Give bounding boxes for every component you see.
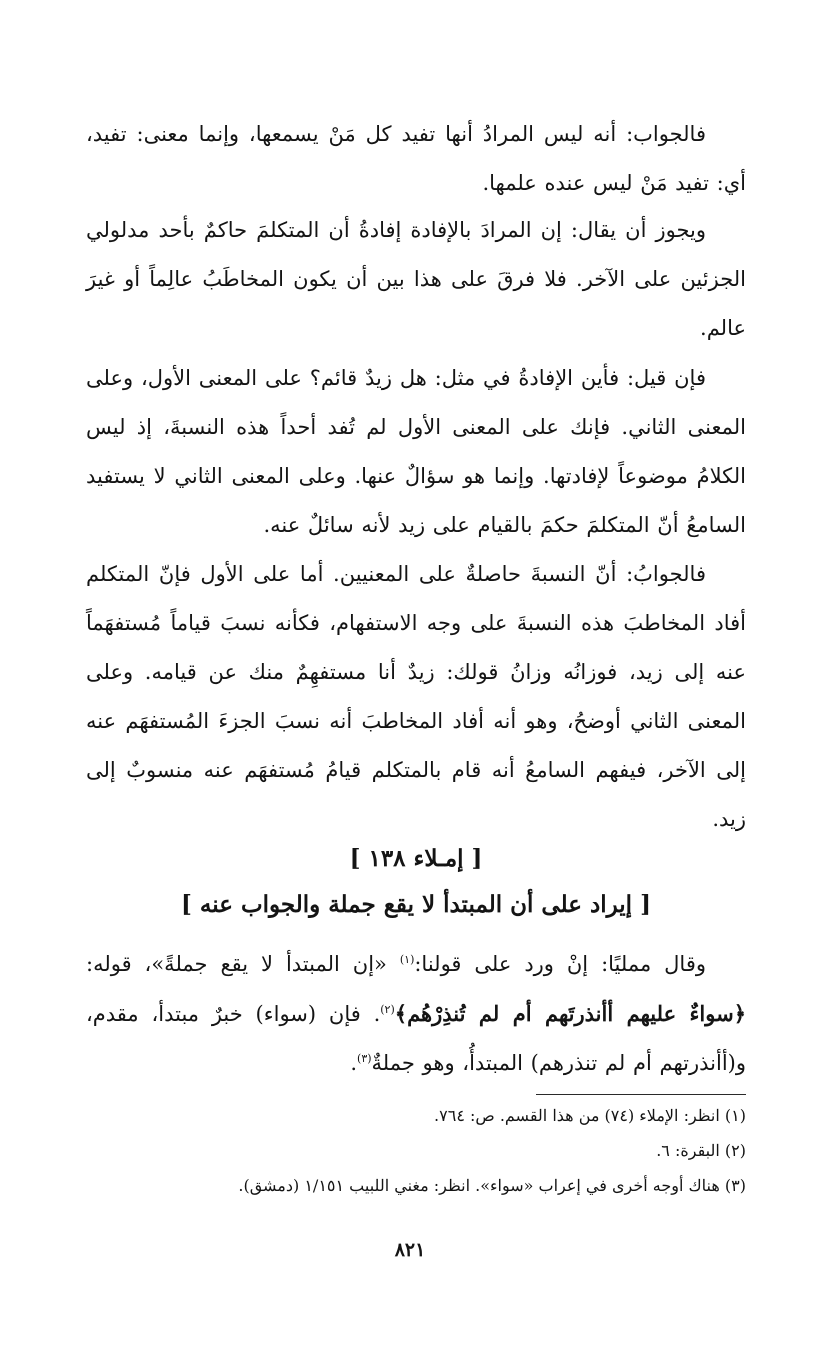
body-paragraph: [86, 940, 746, 1088]
body-paragraph: [86, 110, 746, 208]
paragraph-text: فالجواب: أنه ليس المرادُ أنها تفيد كل مَنْ يسمعها، وإنما معنى: تفيد، أي: تفيد مَنْ ليس عنده علمها.: [86, 122, 746, 195]
section-title-heading: [ إيراد على أن المبتدأ لا يقع جملة والجواب عنه ]: [181, 891, 651, 918]
footnote-reference: (١): [399, 953, 415, 966]
body-paragraph: [86, 206, 746, 353]
body-paragraph: [86, 550, 746, 844]
paragraph-text: فالجوابُ: أنّ النسبةَ حاصلةٌ على المعنيين. أما على الأول فإنّ المتكلم أفاد المخاطبَ هذه النسبةَ على وجه الاستفهام، فكأنه نسبَ قياماً مُستفهَماً عنه إلى زيد، فوزانُه وزانُ قولك: زيدٌ أنا مستفهِمٌ منك عن قيامه. وعلى المعنى الثاني أوضحُ، وهو أنه أفاد المخاطبَ أنه نسبَ الجزءَ المُستفهَم عنه إلى الآخر، فيفهم السامعُ أنه قام بالمتكلم قيامُ مُستفهَم عنه منسوبٌ إلى زيد.: [86, 562, 746, 831]
text-run: . فإن (سواء) خبرٌ مبتدأ، مقدم، و(أأنذرتهم أم لم تنذرهم) المبتدأُ، وهو جملةٌ: [86, 1002, 746, 1075]
quran-quote: ﴿سواءٌ عليهم أأنذرتَهم أم لم تُنذِرْهُم﴾: [394, 1001, 746, 1026]
footnotes: [86, 1098, 746, 1203]
body-paragraph: [86, 354, 746, 550]
footnote: (٣) هناك أوجه أخرى في إعراب «سواء». انظر: مغني اللبيب ١/١٥١ (دمشق).: [238, 1176, 746, 1195]
page-number: ٨٢١: [394, 1239, 426, 1261]
text-run: وقال ممليًا: إنْ ورد على قولنا:: [414, 952, 707, 976]
paragraph-text: ويجوز أن يقال: إن المرادَ بالإفادة إفادةُ أن المتكلمَ حاكمٌ بأحد مدلولي الجزئين على الآخر. فلا فرقَ على هذا بين أن يكون المخاطَبُ عالِماً أو غيرَ عالم.: [86, 218, 746, 340]
footnote: (١) انظر: الإملاء (٧٤) من هذا القسم. ص: ٧٦٤.: [434, 1106, 746, 1125]
paragraph-text: فإن قيل: فأين الإفادةُ في مثل: هل زيدٌ قائم؟ على المعنى الأول، وعلى المعنى الثاني. فإنك على المعنى الأول لم تُفد أحداً هذه النسبةَ، إذ ليس الكلامُ موضوعاً لإفادتها. وإنما هو سؤالٌ عنها. وعلى المعنى الثاني لا يستفيد السامعُ أنّ المتكلمَ حكمَ بالقيام على زيد لأنه سائلٌ عنه.: [86, 366, 746, 537]
text-run: .: [350, 1051, 358, 1075]
paragraph-text: [86, 940, 746, 1088]
footnote: (٢) البقرة: ٦.: [656, 1141, 746, 1160]
section-number-heading: [ إمـلاء ١٣٨ ]: [349, 845, 483, 872]
footnote-reference: (٢): [380, 1003, 395, 1016]
footnote-reference: (٣): [357, 1052, 372, 1065]
footnote-divider: [536, 1094, 746, 1095]
text-run: «إن المبتدأ لا يقع جملةً»، قوله:: [86, 952, 400, 976]
